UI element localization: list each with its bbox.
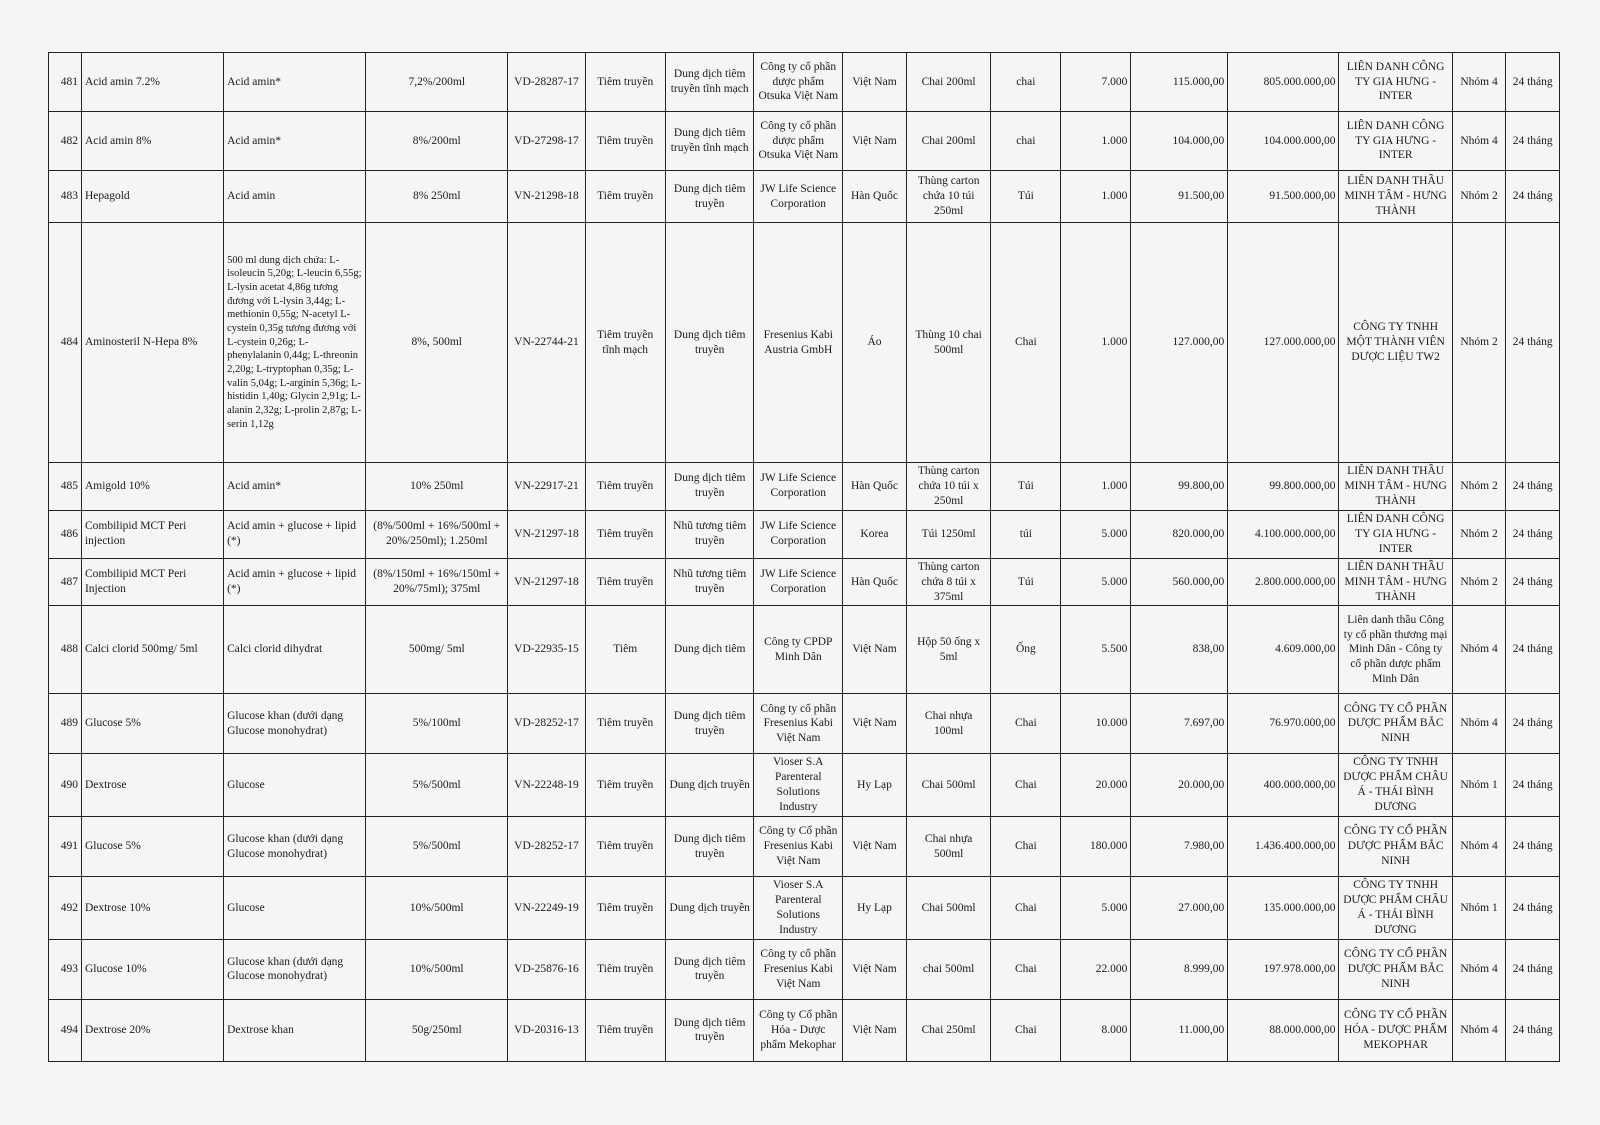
dosage-form-cell: Dung dịch tiêm truyền xyxy=(665,223,754,463)
expiry-cell: 24 tháng xyxy=(1506,223,1560,463)
packaging-cell: Thùng carton chứa 10 túi x 250ml xyxy=(906,463,990,511)
row-number-cell: 490 xyxy=(49,754,82,817)
unit-cell: Chai xyxy=(991,939,1061,999)
row-number-cell: 484 xyxy=(49,223,82,463)
total-amount-cell: 2.800.000.000,00 xyxy=(1228,558,1339,606)
quantity-cell: 1.000 xyxy=(1061,223,1131,463)
unit-cell: túi xyxy=(991,510,1061,558)
manufacturer-cell: Công ty cổ phần dược phẩm Otsuka Việt Nam xyxy=(754,53,843,112)
row-number-cell: 489 xyxy=(49,694,82,754)
group-cell: Nhóm 2 xyxy=(1452,558,1506,606)
group-cell: Nhóm 2 xyxy=(1452,171,1506,223)
registration-number-cell: VD-28252-17 xyxy=(508,817,585,877)
group-cell: Nhóm 4 xyxy=(1452,939,1506,999)
dosage-form-cell: Dung dịch tiêm truyền xyxy=(665,939,754,999)
manufacturer-cell: Công ty CPDP Minh Dân xyxy=(754,606,843,694)
group-cell: Nhóm 4 xyxy=(1452,817,1506,877)
expiry-cell: 24 tháng xyxy=(1506,53,1560,112)
dosage-form-cell: Dung dịch tiêm truyền tĩnh mạch xyxy=(665,112,754,171)
route-cell: Tiêm truyền xyxy=(585,558,665,606)
unit-cell: Ống xyxy=(991,606,1061,694)
country-cell: Hàn Quốc xyxy=(843,463,907,511)
total-amount-cell: 76.970.000,00 xyxy=(1228,694,1339,754)
unit-cell: chai xyxy=(991,112,1061,171)
concentration-cell: 10%/500ml xyxy=(366,939,508,999)
unit-price-cell: 8.999,00 xyxy=(1131,939,1228,999)
group-cell: Nhóm 4 xyxy=(1452,694,1506,754)
unit-cell: Túi xyxy=(991,463,1061,511)
unit-price-cell: 27.000,00 xyxy=(1131,877,1228,940)
total-amount-cell: 99.800.000,00 xyxy=(1228,463,1339,511)
registration-number-cell: VN-21297-18 xyxy=(508,510,585,558)
row-number-cell: 481 xyxy=(49,53,82,112)
manufacturer-cell: Công ty cổ phần Fresenius Kabi Việt Nam xyxy=(754,694,843,754)
table-row xyxy=(49,112,1560,171)
concentration-cell: 500mg/ 5ml xyxy=(366,606,508,694)
country-cell: Việt Nam xyxy=(843,939,907,999)
table-row xyxy=(49,877,1560,940)
group-cell: Nhóm 2 xyxy=(1452,510,1506,558)
route-cell: Tiêm truyền xyxy=(585,939,665,999)
contractor-cell: CÔNG TY CỔ PHẦN DƯỢC PHẨM BẮC NINH xyxy=(1339,939,1452,999)
unit-price-cell: 127.000,00 xyxy=(1131,223,1228,463)
group-cell: Nhóm 4 xyxy=(1452,53,1506,112)
route-cell: Tiêm truyền xyxy=(585,754,665,817)
table-row xyxy=(49,817,1560,877)
country-cell: Áo xyxy=(843,223,907,463)
row-number-cell: 486 xyxy=(49,510,82,558)
manufacturer-cell: JW Life Science Corporation xyxy=(754,510,843,558)
expiry-cell: 24 tháng xyxy=(1506,463,1560,511)
packaging-cell: chai 500ml xyxy=(906,939,990,999)
quantity-cell: 5.000 xyxy=(1061,510,1131,558)
contractor-cell: LIÊN DANH THẦU MINH TÂM - HƯNG THÀNH xyxy=(1339,463,1452,511)
group-cell: Nhóm 4 xyxy=(1452,606,1506,694)
route-cell: Tiêm truyền xyxy=(585,999,665,1061)
active-ingredient-cell: Glucose khan (dưới dạng Glucose monohydrat) xyxy=(224,939,366,999)
contractor-cell: CÔNG TY CỔ PHẦN DƯỢC PHẨM BẮC NINH xyxy=(1339,694,1452,754)
registration-number-cell: VD-25876-16 xyxy=(508,939,585,999)
contractor-cell: CÔNG TY CỔ PHẦN HÓA - DƯỢC PHẨM MEKOPHAR xyxy=(1339,999,1452,1061)
quantity-cell: 180.000 xyxy=(1061,817,1131,877)
group-cell: Nhóm 4 xyxy=(1452,112,1506,171)
quantity-cell: 5.000 xyxy=(1061,558,1131,606)
expiry-cell: 24 tháng xyxy=(1506,606,1560,694)
total-amount-cell: 4.609.000,00 xyxy=(1228,606,1339,694)
row-number-cell: 493 xyxy=(49,939,82,999)
drug-name-cell: Dextrose xyxy=(81,754,223,817)
expiry-cell: 24 tháng xyxy=(1506,999,1560,1061)
country-cell: Hy Lạp xyxy=(843,754,907,817)
route-cell: Tiêm truyền xyxy=(585,53,665,112)
dosage-form-cell: Nhũ tương tiêm truyền xyxy=(665,510,754,558)
country-cell: Việt Nam xyxy=(843,53,907,112)
route-cell: Tiêm truyền xyxy=(585,877,665,940)
total-amount-cell: 4.100.000.000,00 xyxy=(1228,510,1339,558)
active-ingredient-cell: Acid amin + glucose + lipid (*) xyxy=(224,510,366,558)
expiry-cell: 24 tháng xyxy=(1506,817,1560,877)
manufacturer-cell: Công ty cổ phần dược phẩm Otsuka Việt Nam xyxy=(754,112,843,171)
route-cell: Tiêm truyền xyxy=(585,510,665,558)
concentration-cell: 8%/200ml xyxy=(366,112,508,171)
table-row xyxy=(49,510,1560,558)
dosage-form-cell: Dung dịch tiêm truyền xyxy=(665,463,754,511)
concentration-cell: 50g/250ml xyxy=(366,999,508,1061)
row-number-cell: 487 xyxy=(49,558,82,606)
active-ingredient-cell: Acid amin + glucose + lipid (*) xyxy=(224,558,366,606)
country-cell: Việt Nam xyxy=(843,999,907,1061)
group-cell: Nhóm 2 xyxy=(1452,223,1506,463)
manufacturer-cell: JW Life Science Corporation xyxy=(754,463,843,511)
manufacturer-cell: Công ty Cổ phần Hóa - Dược phẩm Mekophar xyxy=(754,999,843,1061)
table-row xyxy=(49,606,1560,694)
country-cell: Việt Nam xyxy=(843,606,907,694)
table-row xyxy=(49,999,1560,1061)
drug-name-cell: Combilipid MCT Peri injection xyxy=(81,510,223,558)
packaging-cell: Chai nhựa 100ml xyxy=(906,694,990,754)
active-ingredient-cell: Acid amin* xyxy=(224,463,366,511)
drug-name-cell: Glucose 5% xyxy=(81,694,223,754)
manufacturer-cell: JW Life Science Corporation xyxy=(754,171,843,223)
drug-name-cell: Glucose 10% xyxy=(81,939,223,999)
total-amount-cell: 135.000.000,00 xyxy=(1228,877,1339,940)
country-cell: Hàn Quốc xyxy=(843,558,907,606)
unit-cell: Chai xyxy=(991,223,1061,463)
unit-price-cell: 104.000,00 xyxy=(1131,112,1228,171)
drug-name-cell: Dextrose 10% xyxy=(81,877,223,940)
unit-price-cell: 560.000,00 xyxy=(1131,558,1228,606)
unit-cell: Chai xyxy=(991,817,1061,877)
quantity-cell: 5.500 xyxy=(1061,606,1131,694)
active-ingredient-cell: Acid amin xyxy=(224,171,366,223)
packaging-cell: Thùng carton chứa 8 túi x 375ml xyxy=(906,558,990,606)
contractor-cell: CÔNG TY TNHH DƯỢC PHẨM CHÂU Á - THÁI BÌNH DƯƠNG xyxy=(1339,877,1452,940)
active-ingredient-cell: Acid amin* xyxy=(224,53,366,112)
total-amount-cell: 400.000.000,00 xyxy=(1228,754,1339,817)
expiry-cell: 24 tháng xyxy=(1506,171,1560,223)
unit-price-cell: 11.000,00 xyxy=(1131,999,1228,1061)
row-number-cell: 494 xyxy=(49,999,82,1061)
unit-price-cell: 7.697,00 xyxy=(1131,694,1228,754)
route-cell: Tiêm truyền xyxy=(585,817,665,877)
registration-number-cell: VN-21298-18 xyxy=(508,171,585,223)
quantity-cell: 1.000 xyxy=(1061,112,1131,171)
route-cell: Tiêm truyền xyxy=(585,463,665,511)
table-row xyxy=(49,694,1560,754)
total-amount-cell: 104.000.000,00 xyxy=(1228,112,1339,171)
total-amount-cell: 88.000.000,00 xyxy=(1228,999,1339,1061)
dosage-form-cell: Dung dịch tiêm xyxy=(665,606,754,694)
dosage-form-cell: Dung dịch tiêm truyền tĩnh mạch xyxy=(665,53,754,112)
dosage-form-cell: Dung dịch tiêm truyền xyxy=(665,694,754,754)
registration-number-cell: VD-27298-17 xyxy=(508,112,585,171)
drug-price-table xyxy=(48,52,1560,1062)
group-cell: Nhóm 2 xyxy=(1452,463,1506,511)
drug-name-cell: Calci clorid 500mg/ 5ml xyxy=(81,606,223,694)
quantity-cell: 1.000 xyxy=(1061,463,1131,511)
row-number-cell: 491 xyxy=(49,817,82,877)
route-cell: Tiêm truyền xyxy=(585,171,665,223)
dosage-form-cell: Nhũ tương tiêm truyền xyxy=(665,558,754,606)
contractor-cell: LIÊN DANH THẦU MINH TÂM - HƯNG THÀNH xyxy=(1339,171,1452,223)
unit-price-cell: 20.000,00 xyxy=(1131,754,1228,817)
country-cell: Hy Lạp xyxy=(843,877,907,940)
table-row xyxy=(49,171,1560,223)
packaging-cell: Thùng carton chứa 10 túi 250ml xyxy=(906,171,990,223)
active-ingredient-cell: Calci clorid dihydrat xyxy=(224,606,366,694)
active-ingredient-cell: 500 ml dung dịch chứa: L-isoleucin 5,20g; L-leucin 6,55g; L-lysin acetat 4,86g tương đương với L-lysin 3,44g; L-methionin 0,55g; N-acetyl L-cystein 0,35g tương đương với L-cystein 0,26g; L-phenylalanin 0,44g; L-threonin 2,20g; L-tryptophan 0,35g; L-valin 5,04g; L-arginin 5,36g; L-histidin 1,40g; Glycin 2,91g; L-alanin 2,32g; L-prolin 2,87g; L-serin 1,12g xyxy=(224,223,366,463)
registration-number-cell: VD-20316-13 xyxy=(508,999,585,1061)
group-cell: Nhóm 4 xyxy=(1452,999,1506,1061)
unit-cell: chai xyxy=(991,53,1061,112)
total-amount-cell: 1.436.400.000,00 xyxy=(1228,817,1339,877)
row-number-cell: 483 xyxy=(49,171,82,223)
contractor-cell: CÔNG TY TNHH MỘT THÀNH VIÊN DƯỢC LIỆU TW2 xyxy=(1339,223,1452,463)
total-amount-cell: 91.500.000,00 xyxy=(1228,171,1339,223)
contractor-cell: Liên danh thầu Công ty cổ phần thương mại Minh Dân - Công ty cổ phần dược phẩm Minh Dân xyxy=(1339,606,1452,694)
drug-name-cell: Amigold 10% xyxy=(81,463,223,511)
expiry-cell: 24 tháng xyxy=(1506,112,1560,171)
active-ingredient-cell: Glucose khan (dưới dạng Glucose monohydrat) xyxy=(224,817,366,877)
expiry-cell: 24 tháng xyxy=(1506,510,1560,558)
expiry-cell: 24 tháng xyxy=(1506,694,1560,754)
active-ingredient-cell: Glucose xyxy=(224,754,366,817)
registration-number-cell: VN-22248-19 xyxy=(508,754,585,817)
manufacturer-cell: JW Life Science Corporation xyxy=(754,558,843,606)
table-row xyxy=(49,223,1560,463)
contractor-cell: LIÊN DANH THẦU MINH TÂM - HƯNG THÀNH xyxy=(1339,558,1452,606)
unit-cell: Chai xyxy=(991,999,1061,1061)
registration-number-cell: VN-22249-19 xyxy=(508,877,585,940)
table-row xyxy=(49,558,1560,606)
concentration-cell: (8%/150ml + 16%/150ml + 20%/75ml); 375ml xyxy=(366,558,508,606)
unit-price-cell: 7.980,00 xyxy=(1131,817,1228,877)
total-amount-cell: 805.000.000,00 xyxy=(1228,53,1339,112)
total-amount-cell: 197.978.000,00 xyxy=(1228,939,1339,999)
packaging-cell: Chai 200ml xyxy=(906,112,990,171)
country-cell: Korea xyxy=(843,510,907,558)
route-cell: Tiêm truyền tĩnh mạch xyxy=(585,223,665,463)
unit-cell: Túi xyxy=(991,171,1061,223)
row-number-cell: 488 xyxy=(49,606,82,694)
dosage-form-cell: Dung dịch truyền xyxy=(665,877,754,940)
packaging-cell: Hộp 50 ống x 5ml xyxy=(906,606,990,694)
packaging-cell: Thùng 10 chai 500ml xyxy=(906,223,990,463)
unit-cell: Chai xyxy=(991,754,1061,817)
table-row xyxy=(49,939,1560,999)
packaging-cell: Chai 200ml xyxy=(906,53,990,112)
contractor-cell: CÔNG TY CỔ PHẦN DƯỢC PHẨM BẮC NINH xyxy=(1339,817,1452,877)
dosage-form-cell: Dung dịch truyền xyxy=(665,754,754,817)
unit-price-cell: 820.000,00 xyxy=(1131,510,1228,558)
concentration-cell: 5%/500ml xyxy=(366,754,508,817)
table-body xyxy=(49,53,1560,1062)
drug-name-cell: Combilipid MCT Peri Injection xyxy=(81,558,223,606)
active-ingredient-cell: Glucose xyxy=(224,877,366,940)
row-number-cell: 492 xyxy=(49,877,82,940)
quantity-cell: 22.000 xyxy=(1061,939,1131,999)
country-cell: Việt Nam xyxy=(843,817,907,877)
total-amount-cell: 127.000.000,00 xyxy=(1228,223,1339,463)
unit-cell: Túi xyxy=(991,558,1061,606)
packaging-cell: Túi 1250ml xyxy=(906,510,990,558)
contractor-cell: LIÊN DANH CÔNG TY GIA HƯNG - INTER xyxy=(1339,510,1452,558)
packaging-cell: Chai nhựa 500ml xyxy=(906,817,990,877)
concentration-cell: 10% 250ml xyxy=(366,463,508,511)
table-row xyxy=(49,53,1560,112)
table-row xyxy=(49,754,1560,817)
unit-cell: Chai xyxy=(991,877,1061,940)
drug-name-cell: Acid amin 8% xyxy=(81,112,223,171)
table-row xyxy=(49,463,1560,511)
route-cell: Tiêm truyền xyxy=(585,112,665,171)
expiry-cell: 24 tháng xyxy=(1506,877,1560,940)
route-cell: Tiêm truyền xyxy=(585,694,665,754)
manufacturer-cell: Vioser S.A Parenteral Solutions Industry xyxy=(754,877,843,940)
contractor-cell: CÔNG TY TNHH DƯỢC PHẨM CHÂU Á - THÁI BÌNH DƯƠNG xyxy=(1339,754,1452,817)
group-cell: Nhóm 1 xyxy=(1452,877,1506,940)
drug-name-cell: Aminosteril N-Hepa 8% xyxy=(81,223,223,463)
drug-name-cell: Hepagold xyxy=(81,171,223,223)
concentration-cell: 8% 250ml xyxy=(366,171,508,223)
country-cell: Hàn Quốc xyxy=(843,171,907,223)
row-number-cell: 485 xyxy=(49,463,82,511)
concentration-cell: 5%/500ml xyxy=(366,817,508,877)
row-number-cell: 482 xyxy=(49,112,82,171)
country-cell: Việt Nam xyxy=(843,694,907,754)
quantity-cell: 7.000 xyxy=(1061,53,1131,112)
expiry-cell: 24 tháng xyxy=(1506,754,1560,817)
registration-number-cell: VD-22935-15 xyxy=(508,606,585,694)
dosage-form-cell: Dung dịch tiêm truyền xyxy=(665,171,754,223)
unit-price-cell: 115.000,00 xyxy=(1131,53,1228,112)
route-cell: Tiêm xyxy=(585,606,665,694)
concentration-cell: 5%/100ml xyxy=(366,694,508,754)
unit-price-cell: 838,00 xyxy=(1131,606,1228,694)
quantity-cell: 10.000 xyxy=(1061,694,1131,754)
drug-name-cell: Acid amin 7.2% xyxy=(81,53,223,112)
unit-price-cell: 91.500,00 xyxy=(1131,171,1228,223)
registration-number-cell: VD-28252-17 xyxy=(508,694,585,754)
registration-number-cell: VN-21297-18 xyxy=(508,558,585,606)
quantity-cell: 1.000 xyxy=(1061,171,1131,223)
dosage-form-cell: Dung dịch tiêm truyền xyxy=(665,817,754,877)
unit-cell: Chai xyxy=(991,694,1061,754)
packaging-cell: Chai 500ml xyxy=(906,754,990,817)
concentration-cell: 10%/500ml xyxy=(366,877,508,940)
concentration-cell: 7,2%/200ml xyxy=(366,53,508,112)
dosage-form-cell: Dung dịch tiêm truyền xyxy=(665,999,754,1061)
drug-name-cell: Dextrose 20% xyxy=(81,999,223,1061)
quantity-cell: 5.000 xyxy=(1061,877,1131,940)
unit-price-cell: 99.800,00 xyxy=(1131,463,1228,511)
manufacturer-cell: Công ty Cổ phần Fresenius Kabi Việt Nam xyxy=(754,817,843,877)
group-cell: Nhóm 1 xyxy=(1452,754,1506,817)
concentration-cell: 8%, 500ml xyxy=(366,223,508,463)
expiry-cell: 24 tháng xyxy=(1506,939,1560,999)
manufacturer-cell: Vioser S.A Parenteral Solutions Industry xyxy=(754,754,843,817)
active-ingredient-cell: Dextrose khan xyxy=(224,999,366,1061)
registration-number-cell: VN-22917-21 xyxy=(508,463,585,511)
quantity-cell: 8.000 xyxy=(1061,999,1131,1061)
active-ingredient-cell: Glucose khan (dưới dạng Glucose monohydrat) xyxy=(224,694,366,754)
country-cell: Việt Nam xyxy=(843,112,907,171)
manufacturer-cell: Công ty cổ phần Fresenius Kabi Việt Nam xyxy=(754,939,843,999)
drug-name-cell: Glucose 5% xyxy=(81,817,223,877)
registration-number-cell: VN-22744-21 xyxy=(508,223,585,463)
active-ingredient-cell: Acid amin* xyxy=(224,112,366,171)
manufacturer-cell: Fresenius Kabi Austria GmbH xyxy=(754,223,843,463)
registration-number-cell: VD-28287-17 xyxy=(508,53,585,112)
contractor-cell: LIÊN DANH CÔNG TY GIA HƯNG - INTER xyxy=(1339,112,1452,171)
expiry-cell: 24 tháng xyxy=(1506,558,1560,606)
contractor-cell: LIÊN DANH CÔNG TY GIA HƯNG - INTER xyxy=(1339,53,1452,112)
quantity-cell: 20.000 xyxy=(1061,754,1131,817)
packaging-cell: Chai 250ml xyxy=(906,999,990,1061)
concentration-cell: (8%/500ml + 16%/500ml + 20%/250ml); 1.250ml xyxy=(366,510,508,558)
packaging-cell: Chai 500ml xyxy=(906,877,990,940)
